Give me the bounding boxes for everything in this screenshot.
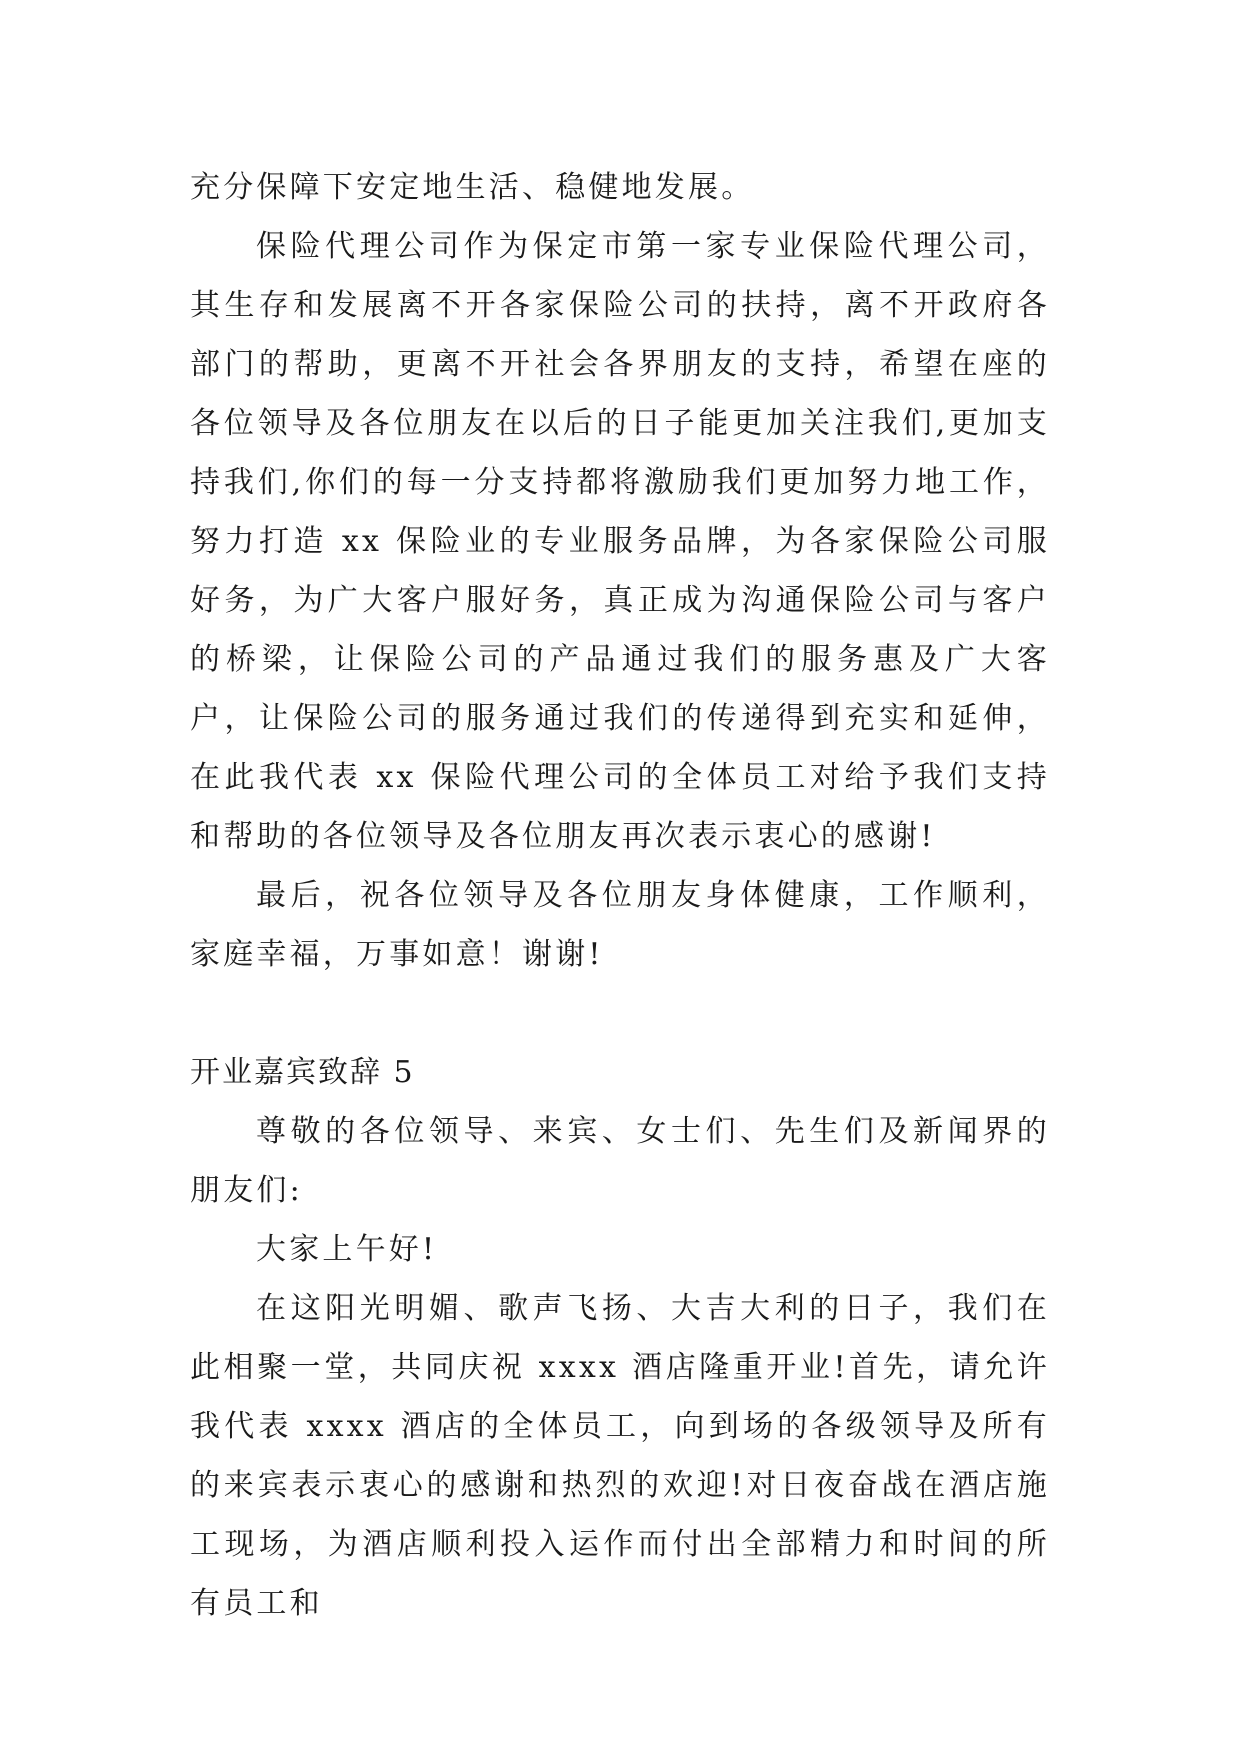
document-body xyxy=(190,158,1050,1633)
section-spacer xyxy=(190,984,1050,1043)
paragraph-opening-speech: 在这阳光明媚、歌声飞扬、大吉大利的日子，我们在此相聚一堂，共同庆祝 xxxx 酒店隆重开业!首先，请允许我代表 xxxx 酒店的全体员工，向到场的各级领导及所有的来宾表示衷心的感谢和热烈的欢迎!对日夜奋战在酒店施工现场，为酒店顺利投入运作而付出全部精力和时间的所有员工和 xyxy=(190,1291,1050,1621)
paragraph-salutation: 尊敬的各位领导、来宾、女士们、先生们及新闻界的朋友们: xyxy=(190,1114,1050,1208)
paragraph-agency-thanks: 保险代理公司作为保定市第一家专业保险代理公司，其生存和发展离不开各家保险公司的扶持，离不开政府各部门的帮助，更离不开社会各界朋友的支持，希望在座的各位领导及各位朋友在以后的日子能更加关注我们,更加支持我们,你们的每一分支持都将激励我们更加努力地工作，努力打造 xx 保险业的专业服务品牌，为各家保险公司服好务，为广大客户服好务，真正成为沟通保险公司与客户的桥梁，让保险公司的产品通过我们的服务惠及广大客户，让保险公司的服务通过我们的传递得到充实和延伸，在此我代表 xx 保险代理公司的全体员工对给予我们支持和帮助的各位领导及各位朋友再次表示衷心的感谢! xyxy=(190,229,1050,854)
paragraph-continuation: 充分保障下安定地生活、稳健地发展。 xyxy=(190,170,755,205)
paragraph-closing-wishes: 最后，祝各位领导及各位朋友身体健康，工作顺利，家庭幸福，万事如意！谢谢! xyxy=(190,878,1050,972)
paragraph-greeting: 大家上午好! xyxy=(256,1232,438,1267)
section-heading: 开业嘉宾致辞 5 xyxy=(190,1055,415,1090)
